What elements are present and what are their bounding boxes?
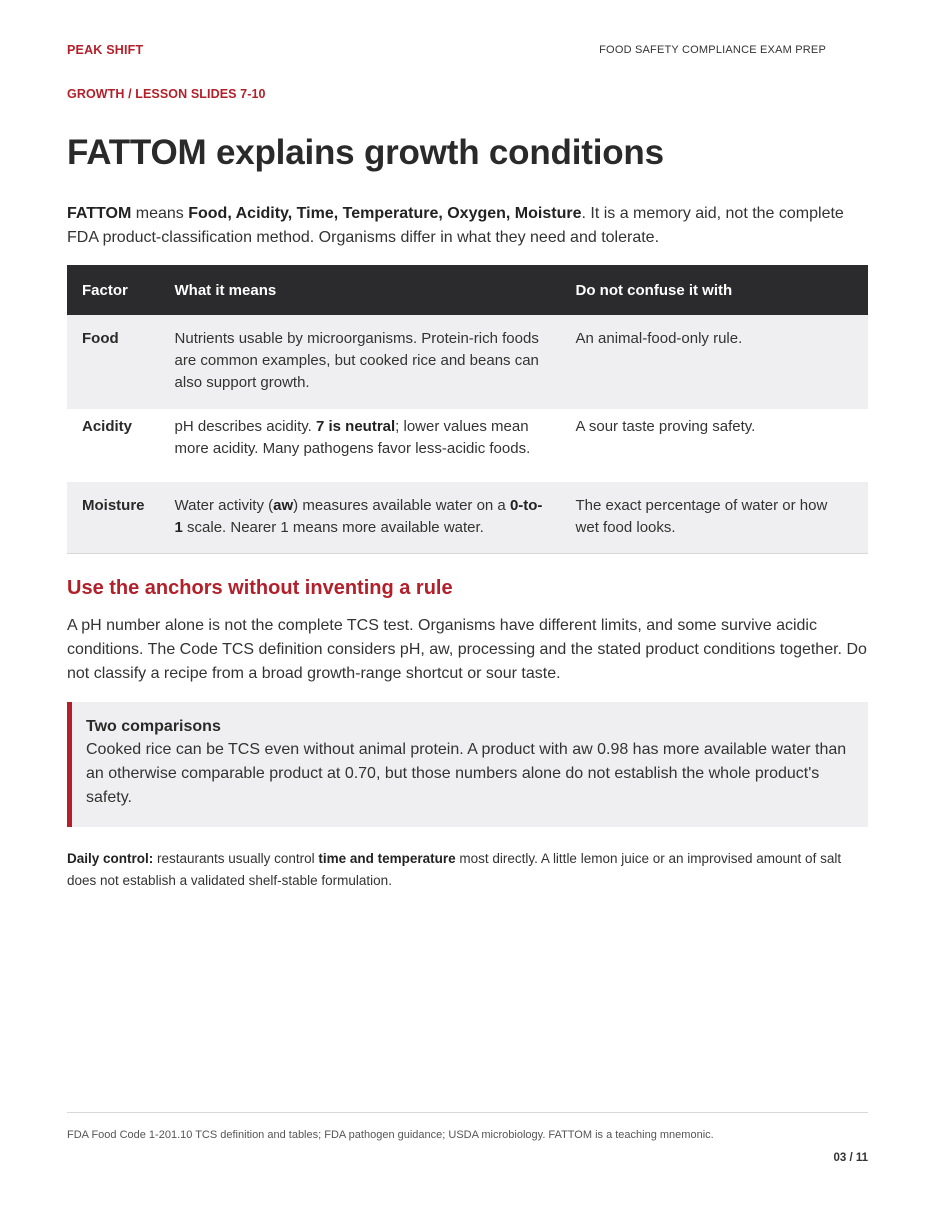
section-label: GROWTH / LESSON SLIDES 7-10: [67, 87, 266, 101]
header-factor: Factor: [67, 265, 160, 315]
table-row: [67, 409, 868, 482]
means-text: scale. Nearer 1 means more available water.: [182, 519, 484, 536]
brand-name: PEAK SHIFT: [67, 43, 144, 57]
row-factor: Moisture: [67, 482, 160, 553]
top-bar: [67, 43, 868, 59]
body-paragraph: A pH number alone is not the complete TCS test. Organisms have different limits, and some survive acidic conditions. The Code TCS definition considers pH, aw, processing and the stated product conditions together. Do not classify a recipe from a broad growth-range shortcut or sour taste.: [67, 617, 867, 682]
daily-text: most directly. A little lemon juice or an improvised amount of salt does not establish a validated shelf-stable formulation.: [67, 851, 842, 888]
intro-means: means: [131, 205, 189, 222]
table-row: [67, 315, 868, 409]
callout-text: Cooked rice can be TCS even without animal protein. A product with aw 0.98 has more available water than an otherwise comparable product at 0.70, but those numbers alone do not establish the whole product's safety.: [86, 741, 847, 806]
page-title: FATTOM explains growth conditions: [67, 133, 664, 172]
means-text: pH describes acidity.: [174, 418, 316, 435]
intro-rest: . It is a memory aid, not the complete FDA product-classification method. Organisms differ in what they need and tolerate.: [67, 205, 844, 246]
row-confuse: A sour taste proving safety.: [561, 409, 868, 482]
footer-divider: [67, 1112, 868, 1113]
section-subheading: Use the anchors without inventing a rule: [67, 577, 453, 599]
means-text: ) measures available water on a: [293, 497, 510, 514]
table-header-row: [67, 265, 868, 315]
means-bold: 0-to-1: [174, 497, 543, 536]
daily-label: Daily control:: [67, 851, 154, 866]
row-factor: Food: [67, 315, 160, 409]
callout-title: Two comparisons: [86, 718, 221, 735]
row-means: Nutrients usable by microorganisms. Protein-rich foods are common examples, but cooked rice and beans can also support growth.: [160, 315, 561, 409]
means-bold: 7 is neutral: [315, 418, 396, 435]
intro-term: FATTOM: [67, 205, 132, 222]
source-note: FDA Food Code 1-201.10 TCS definition and tables; FDA pathogen guidance; USDA microbiology. FATTOM is a teaching mnemonic.: [67, 1129, 714, 1141]
row-factor: Acidity: [67, 409, 160, 482]
row-confuse: The exact percentage of water or how wet food looks.: [561, 482, 868, 553]
daily-bold: time and temperature: [318, 851, 456, 866]
header-means: What it means: [160, 265, 561, 315]
means-bold: aw: [273, 497, 294, 514]
intro-expansion: Food, Acidity, Time, Temperature, Oxygen, Moisture: [188, 205, 582, 222]
callout-box: [67, 702, 868, 827]
course-name: FOOD SAFETY COMPLIANCE EXAM PREP: [599, 44, 826, 56]
daily-text: restaurants usually control: [153, 851, 319, 866]
fattom-table: [67, 265, 868, 554]
daily-control-note: [67, 848, 868, 892]
row-confuse: An animal-food-only rule.: [561, 315, 868, 409]
means-text: ; lower values mean more acidity. Many pathogens favor less-acidic foods.: [174, 418, 531, 457]
intro-paragraph: [67, 202, 868, 250]
table-row: [67, 482, 868, 553]
row-means: [160, 482, 561, 553]
means-text: Water activity (: [174, 497, 274, 514]
page-number: 03 / 11: [833, 1152, 868, 1164]
header-confuse: Do not confuse it with: [561, 265, 868, 315]
row-means: [160, 409, 561, 482]
